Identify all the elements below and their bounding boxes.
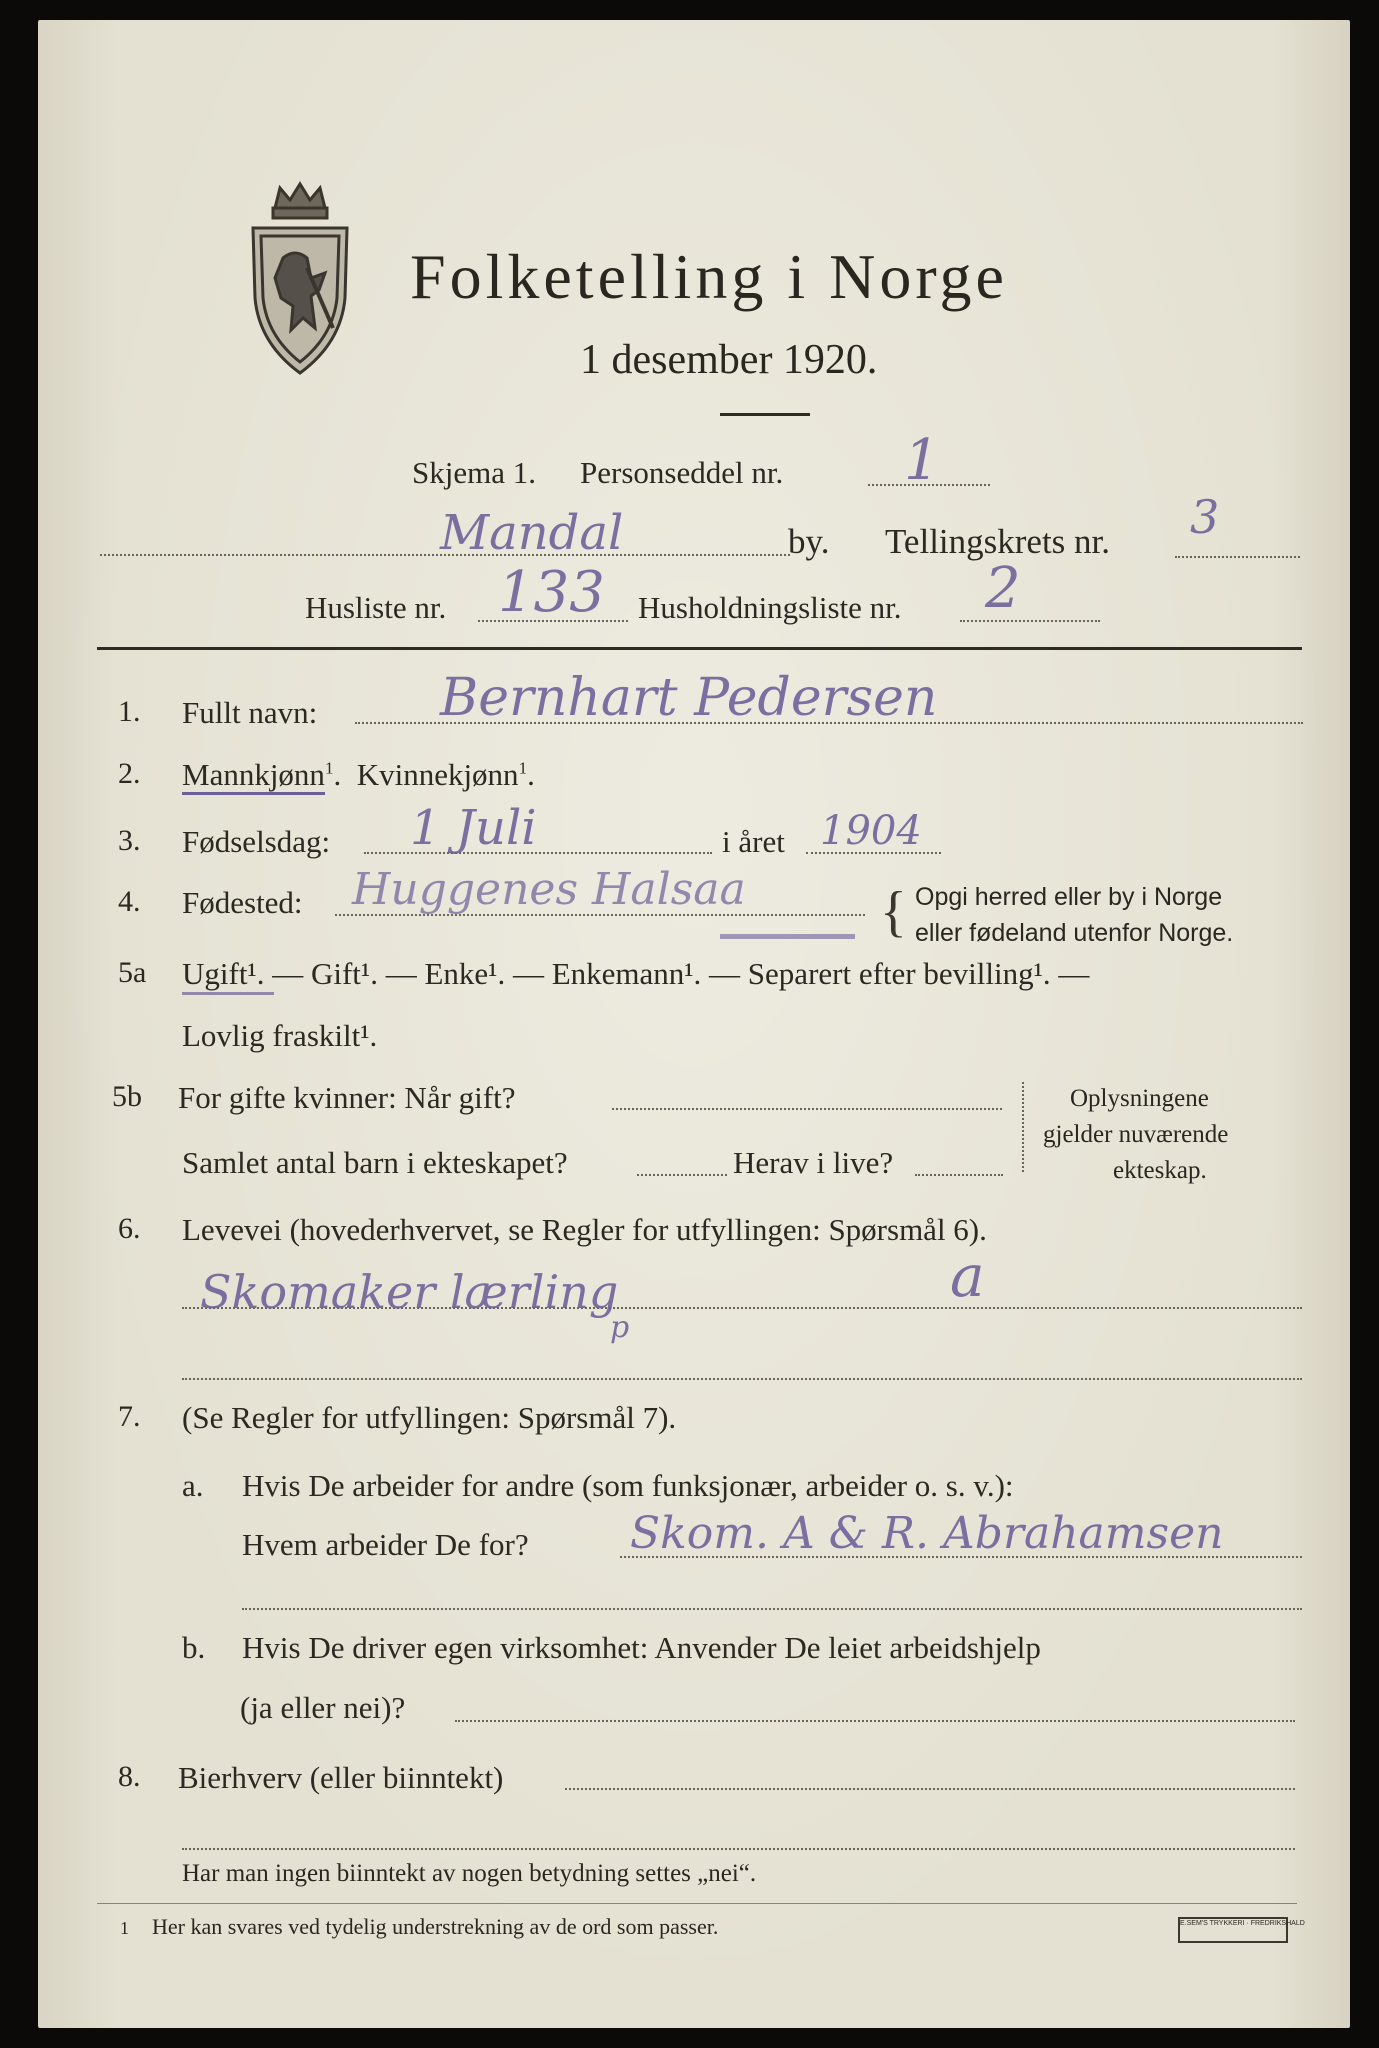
- q5b-note-line1: Oplysningene: [1070, 1085, 1209, 1112]
- q4-label: Fødested:: [182, 885, 303, 920]
- hired-help-line: [455, 1720, 1295, 1722]
- full-name-value: Bernhart Pedersen: [440, 668, 938, 728]
- q3-year-label: i året: [722, 824, 785, 859]
- female-footnote-mark: 1: [518, 758, 528, 778]
- q5b-children-label: Samlet antal barn i ekteskapet?: [182, 1145, 568, 1180]
- q7-number: 7.: [118, 1400, 141, 1433]
- personseddel-value: 1: [904, 428, 940, 493]
- by-label: by.: [788, 522, 830, 561]
- header-rule: [97, 647, 1302, 650]
- q8-number: 8.: [118, 1760, 141, 1793]
- q7a-line1: Hvis De arbeider for andre (som funksjonær, arbeider o. s. v.):: [242, 1468, 1014, 1503]
- female-option: Kvinnekjønn: [356, 757, 519, 792]
- q5b-note-line2: gjelder nuværende: [1043, 1121, 1229, 1148]
- female-option-end: .: [527, 757, 535, 792]
- q6-label: Levevei (hovederhvervet, se Regler for utfyllingen: Spørsmål 6).: [182, 1212, 987, 1247]
- q3-label: Fødselsdag:: [182, 824, 331, 859]
- when-married-line: [612, 1108, 1002, 1110]
- q7a-line2: Hvem arbeider De for?: [242, 1527, 529, 1562]
- q5b-note-line3: ekteskap.: [1113, 1157, 1207, 1184]
- q8-label: Bierhverv (eller biinntekt): [178, 1760, 504, 1795]
- q7a-letter: a.: [182, 1468, 204, 1503]
- side-income-line: [565, 1788, 1295, 1790]
- q1-number: 1.: [118, 695, 141, 728]
- q5b-line1: For gifte kvinner: Når gift?: [178, 1080, 516, 1115]
- q5b-number: 5b: [112, 1080, 142, 1113]
- occupation-code-mark: a: [950, 1242, 985, 1310]
- personseddel-label: Personseddel nr.: [580, 455, 784, 490]
- occupation-line-2: [182, 1378, 1302, 1380]
- birth-year-value: 1904: [820, 808, 922, 854]
- birthdate-value: 1 Juli: [410, 800, 537, 856]
- norway-coat-of-arms-icon: [245, 178, 355, 378]
- male-option: Mannkjønn: [182, 757, 325, 795]
- occupation-value: Skomaker lærling: [200, 1265, 619, 1319]
- q4-brace: {: [880, 881, 907, 943]
- male-option-end: .: [333, 757, 342, 792]
- q5b-separator: [1022, 1082, 1024, 1172]
- q7-label: (Se Regler for utfyllingen: Spørsmål 7).: [182, 1400, 677, 1435]
- title-divider: [720, 413, 810, 416]
- birthplace-underline: [720, 934, 855, 939]
- q1-label: Fullt navn:: [182, 695, 318, 730]
- husliste-value: 133: [498, 560, 605, 625]
- male-footnote-mark: 1: [324, 758, 334, 778]
- alive-line: [915, 1174, 1003, 1176]
- tellingskrets-label: Tellingskrets nr.: [885, 522, 1111, 561]
- q4-number: 4.: [118, 885, 141, 918]
- form-title: Folketelling i Norge: [410, 241, 1008, 312]
- footnote-rule: [97, 1903, 1297, 1904]
- q7b-line1: Hvis De driver egen virksomhet: Anvender De leiet arbeidshjelp: [242, 1630, 1041, 1665]
- q5a-options: Ugift¹. — Gift¹. — Enke¹. — Enkemann¹. — Separert efter bevilling¹. —: [182, 956, 1090, 991]
- birthplace-value: Huggenes Halsaa: [352, 864, 746, 915]
- occupation-code-mark-2: p: [610, 1310, 630, 1345]
- q6-number: 6.: [118, 1212, 141, 1245]
- q7b-letter: b.: [182, 1630, 206, 1665]
- q5b-alive-label: Herav i live?: [733, 1145, 894, 1180]
- q2-number: 2.: [118, 757, 141, 790]
- skjema-label: Skjema 1.: [412, 455, 536, 490]
- q5a-options-line2: Lovlig fraskilt¹.: [182, 1018, 378, 1053]
- q3-number: 3.: [118, 824, 141, 857]
- q2-options: [182, 757, 535, 793]
- ugift-underline: [182, 992, 274, 995]
- husholdning-line: [960, 620, 1100, 622]
- q4-note-line1: Opgi herred eller by i Norge: [915, 883, 1223, 911]
- side-income-line-2: [182, 1848, 1295, 1850]
- town-value: Mandal: [440, 505, 624, 561]
- printer-stamp: E.SEM'S TRYKKERI · FREDRIKSHALD: [1178, 1917, 1288, 1943]
- q8-note: Har man ingen biinntekt av nogen betydning settes „nei“.: [182, 1860, 757, 1887]
- census-date: 1 desember 1920.: [580, 337, 878, 383]
- footnote-mark: 1: [120, 1918, 129, 1938]
- q7b-line2: (ja eller nei)?: [240, 1690, 406, 1725]
- tellingskrets-value: 3: [1190, 490, 1220, 544]
- footnote-text: Her kan svares ved tydelig understrekning av de ord som passer.: [152, 1914, 719, 1939]
- husliste-label: Husliste nr.: [305, 590, 447, 625]
- husholdning-label: Husholdningsliste nr.: [638, 590, 902, 625]
- q4-note-line2: eller fødeland utenfor Norge.: [915, 919, 1234, 947]
- q5a-number: 5a: [118, 956, 147, 989]
- husholdning-value: 2: [985, 556, 1021, 621]
- employer-line-2: [242, 1608, 1302, 1610]
- children-line: [637, 1174, 727, 1176]
- employer-value: Skom. A & R. Abrahamsen: [630, 1508, 1224, 1559]
- tellingskrets-line: [1175, 556, 1300, 558]
